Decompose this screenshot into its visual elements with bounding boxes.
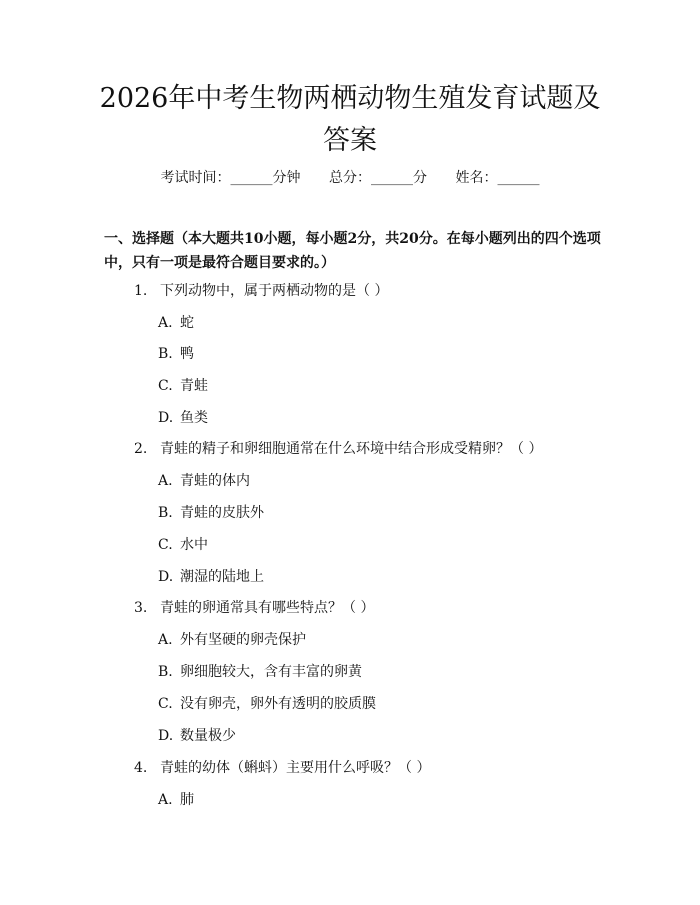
- option-letter: A.: [158, 632, 173, 648]
- question-3: [134, 598, 374, 618]
- question-number: 1.: [134, 283, 148, 299]
- question-3-option-a: [158, 630, 306, 650]
- question-1-option-b: [158, 344, 194, 364]
- option-letter: A.: [158, 792, 173, 808]
- option-letter: B.: [158, 664, 173, 680]
- option-text: 青蛙: [180, 378, 208, 394]
- option-text: 蛇: [180, 315, 194, 331]
- question-2-option-a: [158, 471, 250, 491]
- question-2-option-b: [158, 503, 264, 523]
- question-text: 下列动物中，属于两栖动物的是（ ）: [160, 283, 389, 299]
- question-number: 4.: [134, 760, 148, 776]
- option-text: 外有坚硬的卵壳保护: [180, 632, 306, 648]
- question-text: 青蛙的精子和卵细胞通常在什么环境中结合形成受精卵？（ ）: [160, 441, 543, 457]
- question-3-option-c: [158, 694, 376, 714]
- option-letter: C.: [158, 378, 173, 394]
- total-score-unit: 分: [413, 170, 427, 186]
- question-3-option-b: [158, 662, 362, 682]
- option-text: 青蛙的皮肤外: [180, 505, 264, 521]
- exam-time-blank: ______: [230, 170, 273, 186]
- student-name-blank: ______: [497, 170, 540, 186]
- total-score-label: 总分：: [329, 170, 371, 186]
- option-text: 青蛙的体内: [180, 473, 250, 489]
- question-2-option-c: [158, 535, 208, 555]
- question-number: 2.: [134, 441, 148, 457]
- option-text: 数量极少: [180, 728, 236, 744]
- question-2: [134, 439, 542, 459]
- question-4: [134, 758, 430, 778]
- exam-info: [0, 168, 700, 188]
- question-1: [134, 281, 388, 301]
- question-text: 青蛙的幼体（蝌蚪）主要用什么呼吸？（ ）: [160, 760, 431, 776]
- option-letter: D.: [158, 569, 174, 585]
- total-score-blank: ______: [371, 170, 413, 186]
- option-text: 鱼类: [180, 410, 208, 426]
- option-text: 水中: [180, 537, 208, 553]
- section-heading: 一、选择题（本大题共10小题，每小题2分，共20分。在每小题列出的四个选项中，只有一项是最符合题目要求的。）: [104, 231, 601, 271]
- question-4-option-a: [158, 790, 194, 810]
- option-text: 鸭: [180, 346, 194, 362]
- question-number: 3.: [134, 600, 148, 616]
- option-text: 潮湿的陆地上: [180, 569, 264, 585]
- option-letter: C.: [158, 537, 173, 553]
- option-letter: A.: [158, 315, 173, 331]
- option-text: 卵细胞较大，含有丰富的卵黄: [180, 664, 362, 680]
- exam-time-label: 考试时间：: [160, 170, 231, 186]
- question-text: 青蛙的卵通常具有哪些特点？（ ）: [160, 600, 375, 616]
- question-2-option-d: [158, 567, 264, 587]
- page-title: 2026年中考生物两栖动物生殖发育试题及答案: [99, 83, 601, 156]
- exam-time-field: [161, 168, 301, 188]
- option-letter: D.: [158, 728, 174, 744]
- option-text: 没有卵壳，卵外有透明的胶质膜: [180, 696, 376, 712]
- student-name-field: [455, 168, 539, 188]
- question-3-option-d: [158, 726, 236, 746]
- option-letter: C.: [158, 696, 173, 712]
- question-1-option-c: [158, 376, 208, 396]
- option-text: 肺: [180, 792, 194, 808]
- option-letter: B.: [158, 346, 173, 362]
- option-letter: A.: [158, 473, 173, 489]
- option-letter: B.: [158, 505, 173, 521]
- student-name-label: 姓名：: [455, 170, 498, 186]
- option-letter: D.: [158, 410, 174, 426]
- question-1-option-a: [158, 313, 194, 333]
- total-score-field: [329, 168, 427, 188]
- exam-time-unit: 分钟: [272, 170, 301, 186]
- question-1-option-d: [158, 408, 208, 428]
